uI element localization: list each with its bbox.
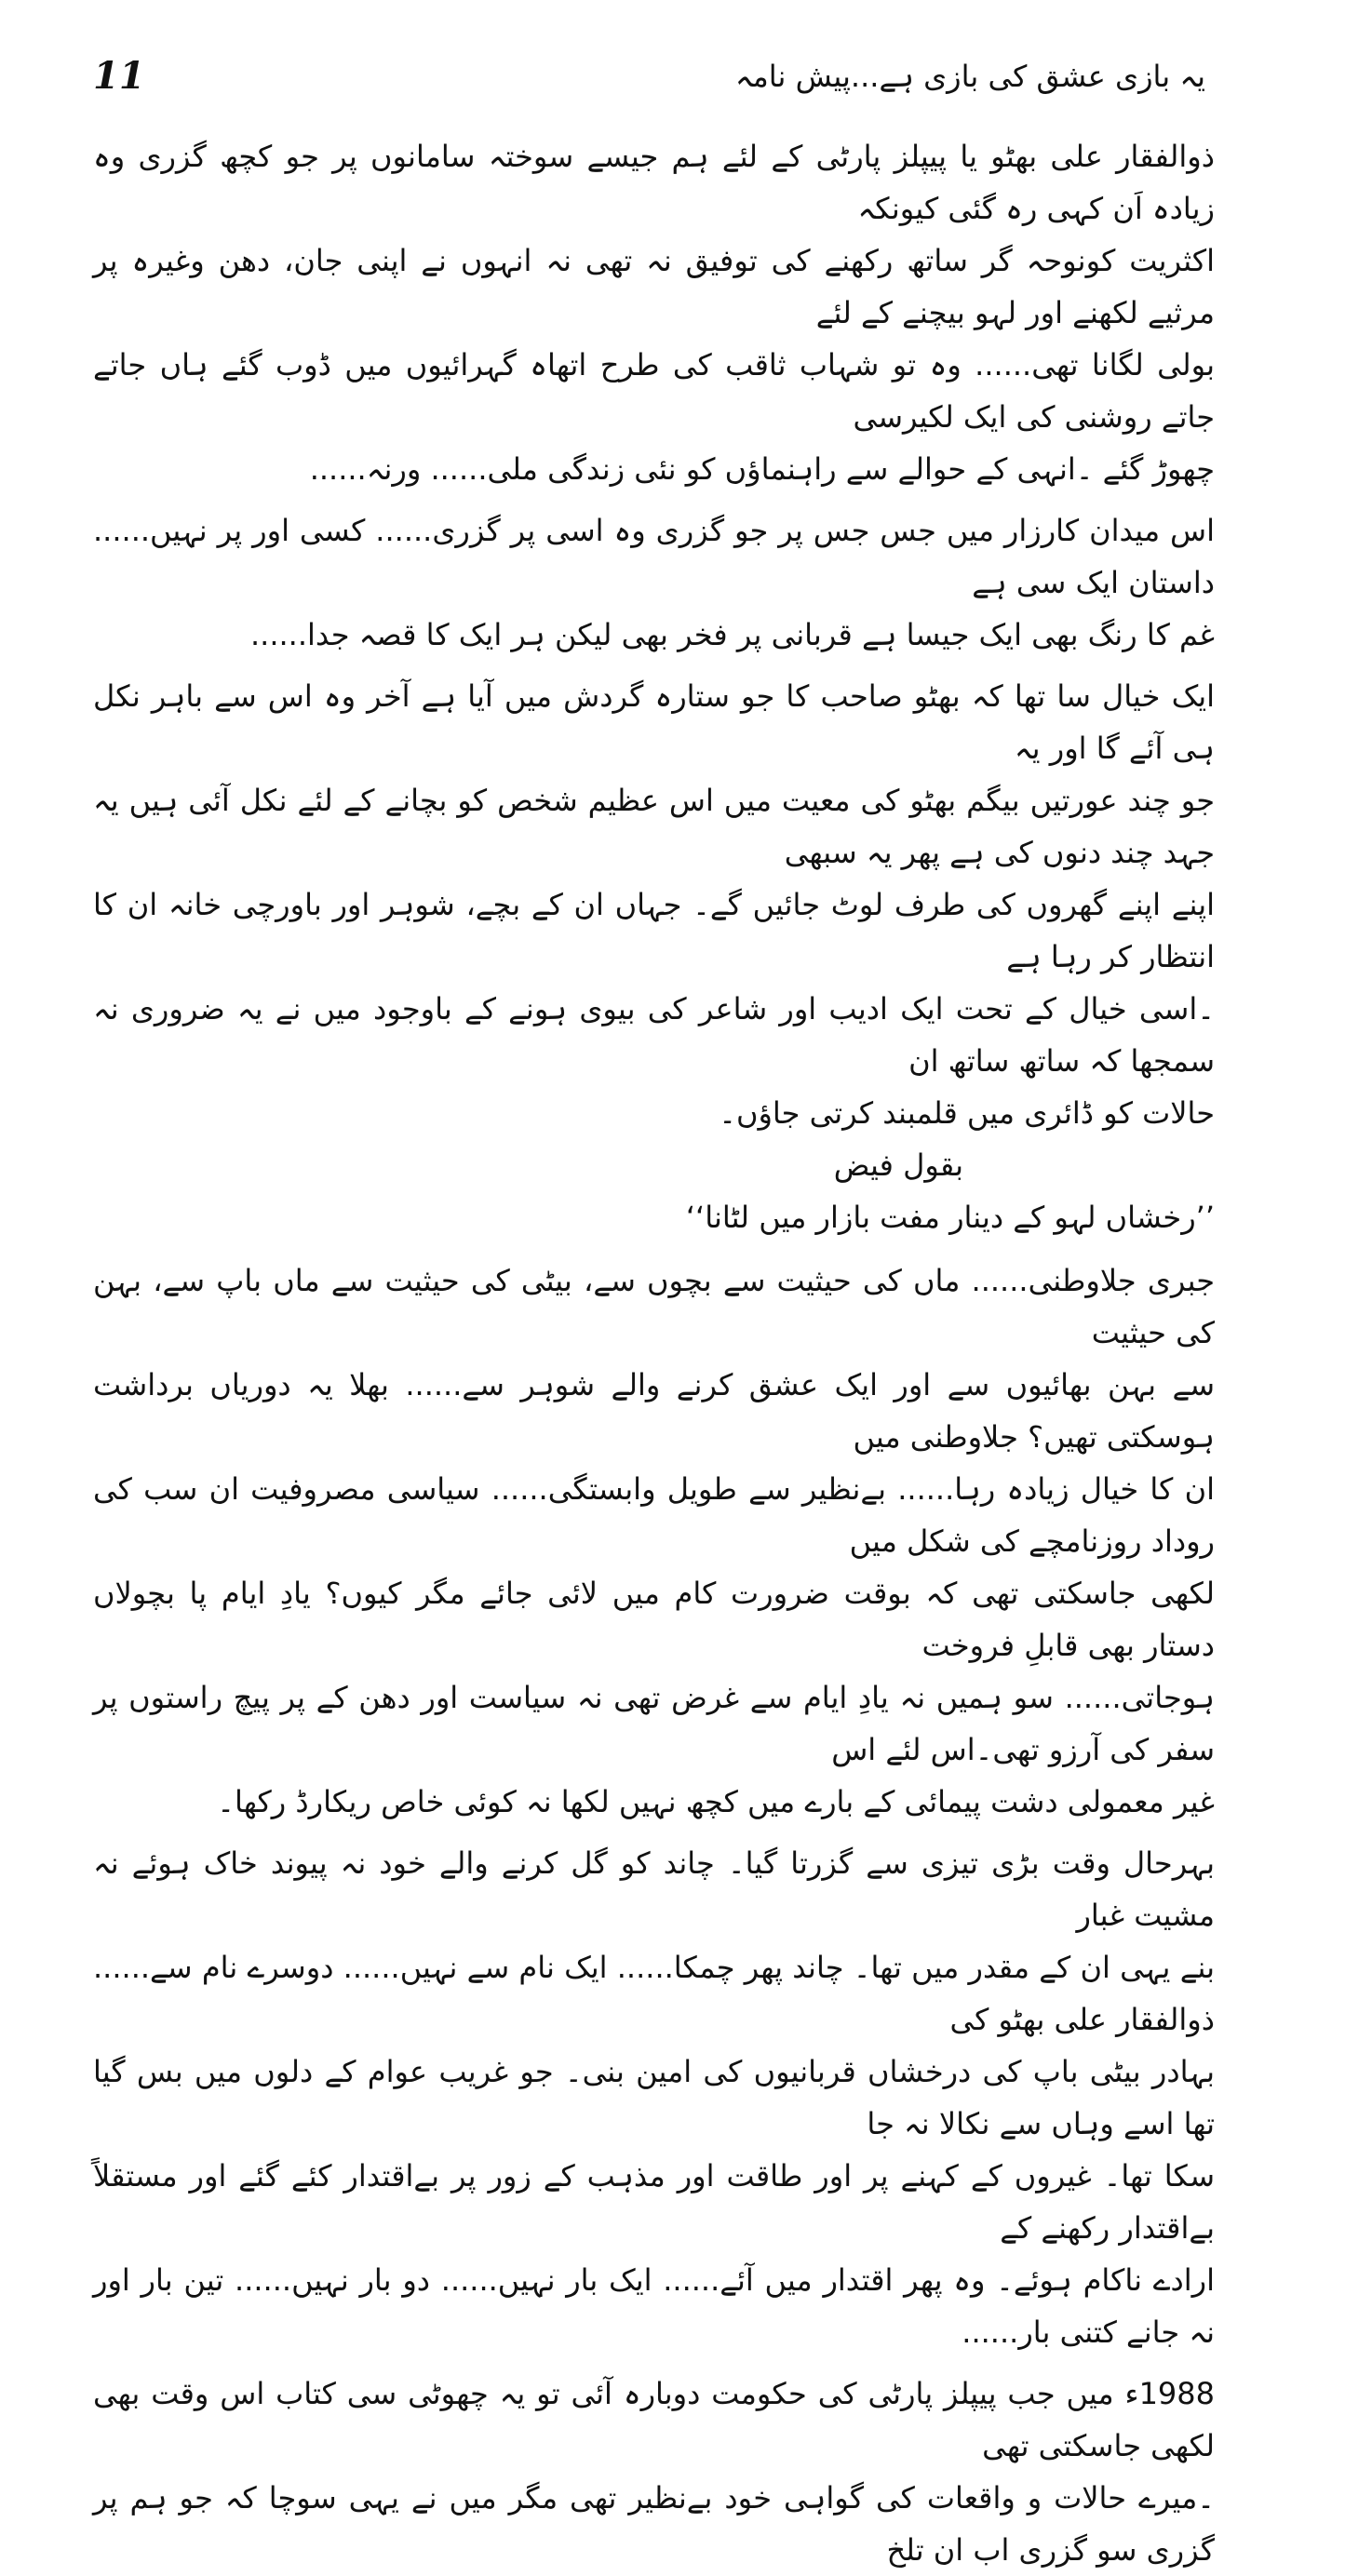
page-header (93, 48, 1205, 104)
text-line: بولی لگانا تھی...... وہ تو شہاب ثاقب کی طرح اتھاہ گہرائیوں میں ڈوب گئے ہاں جاتے جاتے روشنی کی ایک لکیرسی (93, 347, 1215, 435)
paragraph-4 (93, 1254, 1215, 1828)
text-line: 1988ء میں جب پیپلز پارٹی کی حکومت دوبارہ آئی تو یہ چھوٹی سی کتاب اس وقت بھی لکھی جاسکتی تھی (93, 2376, 1215, 2463)
text-line: جبری جلاوطنی...... ماں کی حیثیت سے بچوں سے، بیٹی کی حیثیت سے ماں باپ سے، بہن کی حیثیت (93, 1263, 1215, 1350)
text-line: اس میدان کارزار میں جس جس پر جو گزری وہ اسی پر گزری...... کسی اور پر نہیں...... داستان ایک سی ہے (93, 513, 1215, 600)
text-line: حالات کو ڈائری میں قلمبند کرتی جاؤں۔ (719, 1095, 1215, 1131)
page-body (93, 130, 1215, 2568)
text-line: ایک خیال سا تھا کہ بھٹو صاحب کا جو ستارہ گردش میں آیا ہے آخر وہ اس سے باہر نکل ہی آئے گا اور یہ (93, 678, 1215, 766)
text-line: ذوالفقار علی بھٹو یا پیپلز پارٹی کے لئے ہم جیسے سوختہ سامانوں پر جو کچھ گزری وہ زیادہ اَن کہی رہ گئی کیونکہ (93, 139, 1215, 226)
text-line: بنے یہی ان کے مقدر میں تھا۔ چاند پھر چمکا...... ایک نام سے نہیں...... دوسرے نام سے...... ذوالفقار علی بھٹو کی (93, 1950, 1215, 2037)
text-line: اکثریت کونوحہ گر ساتھ رکھنے کی توفیق نہ تھی نہ انہوں نے اپنی جان، دھن وغیرہ پر مرثیے لکھنے اور لہو بیچنے کے لئے (93, 243, 1215, 330)
text-line: ہوجاتی...... سو ہمیں نہ یادِ ایام سے غرض تھی نہ سیاست اور دھن کے پر پیچ راستوں پر سفر کی آرزو تھی۔اس لئے اس (93, 1680, 1215, 1767)
text-line: جو چند عورتیں بیگم بھٹو کی معیت میں اس عظیم شخص کو بچانے کے لئے نکل آئی ہیں یہ جہد چند دنوں کی ہے پھر یہ سبھی (93, 783, 1215, 870)
text-line: ان کا خیال زیادہ رہا...... بےنظیر سے طویل وابستگی...... سیاسی مصروفیت ان سب کی روداد روزنامچے کی شکل میں (93, 1471, 1215, 1559)
paragraph-1 (93, 130, 1215, 495)
text-line: ۔اسی خیال کے تحت ایک ادیب اور شاعر کی بیوی ہونے کے باوجود میں نے یہ ضروری نہ سمجھا کہ ساتھ ساتھ ان (93, 991, 1215, 1079)
text-line: اپنے اپنے گھروں کی طرف لوٹ جائیں گے۔ جہاں ان کے بچے، شوہر اور باورچی خانہ ان کا انتظار کر رہا ہے (93, 887, 1215, 974)
paragraph-2 (93, 504, 1215, 661)
attribution: بقول فیض (833, 1147, 963, 1183)
text-line: بہرحال وقت بڑی تیزی سے گزرتا گیا۔ چاند کو گل کرنے والے خود نہ پیوند خاک ہوئے نہ مشیت غبار (93, 1845, 1215, 1933)
page-number: 11 (93, 54, 145, 98)
text-line: غم کا رنگ بھی ایک جیسا ہے قربانی پر فخر بھی لیکن ہر ایک کا قصہ جدا...... (249, 617, 1215, 652)
paragraph-5 (93, 1837, 1215, 2358)
text-line: ۔میرے حالات و واقعات کی گواہی خود بےنظیر تھی مگر میں نے یہی سوچا کہ جو ہم پر گزری سو گزری اب ان تلخ (93, 2480, 1215, 2568)
text-line: سے بہن بھائیوں سے اور ایک عشق کرنے والے شوہر سے...... بھلا یہ دوریاں برداشت ہوسکتی تھیں؟ جلاوطنی میں (93, 1367, 1215, 1455)
paragraph-6 (93, 2368, 1215, 2576)
quote: ’’رخشاں لہو کے دینار مفت بازار میں لٹانا‘‘ (685, 1200, 1215, 1235)
running-title: یہ بازی عشق کی بازی ہے...پیش نامہ (734, 59, 1205, 94)
paragraph-3 (93, 670, 1215, 1139)
text-line: غیر معمولی دشت پیمائی کے بارے میں کچھ نہیں لکھا نہ کوئی خاص ریکارڈ رکھا۔ (217, 1784, 1215, 1819)
text-line: لکھی جاسکتی تھی کہ بوقت ضرورت کام میں لائی جائے مگر کیوں؟ یادِ ایام پا بچولاں دستار بھی قابلِ فروخت (93, 1576, 1215, 1663)
text-line: سکا تھا۔ غیروں کے کہنے پر اور طاقت اور مذہب کے زور پر بےاقتدار کئے گئے اور مستقلاً بےاقتدار رکھنے کے (93, 2158, 1215, 2246)
text-line: چھوڑ گئے ۔انہی کے حوالے سے راہنماؤں کو نئی زندگی ملی...... ورنہ...... (309, 451, 1215, 487)
text-line: بہادر بیٹی باپ کی درخشاں قربانیوں کی امین بنی۔ جو غریب عوام کے دلوں میں بس گیا تھا اسے وہاں سے نکالا نہ جا (93, 2054, 1215, 2141)
text-line: ارادے ناکام ہوئے۔ وہ پھر اقتدار میں آئے...... ایک بار نہیں...... دو بار نہیں...... تین بار اور نہ جانے کتنی بار...... (93, 2262, 1215, 2350)
